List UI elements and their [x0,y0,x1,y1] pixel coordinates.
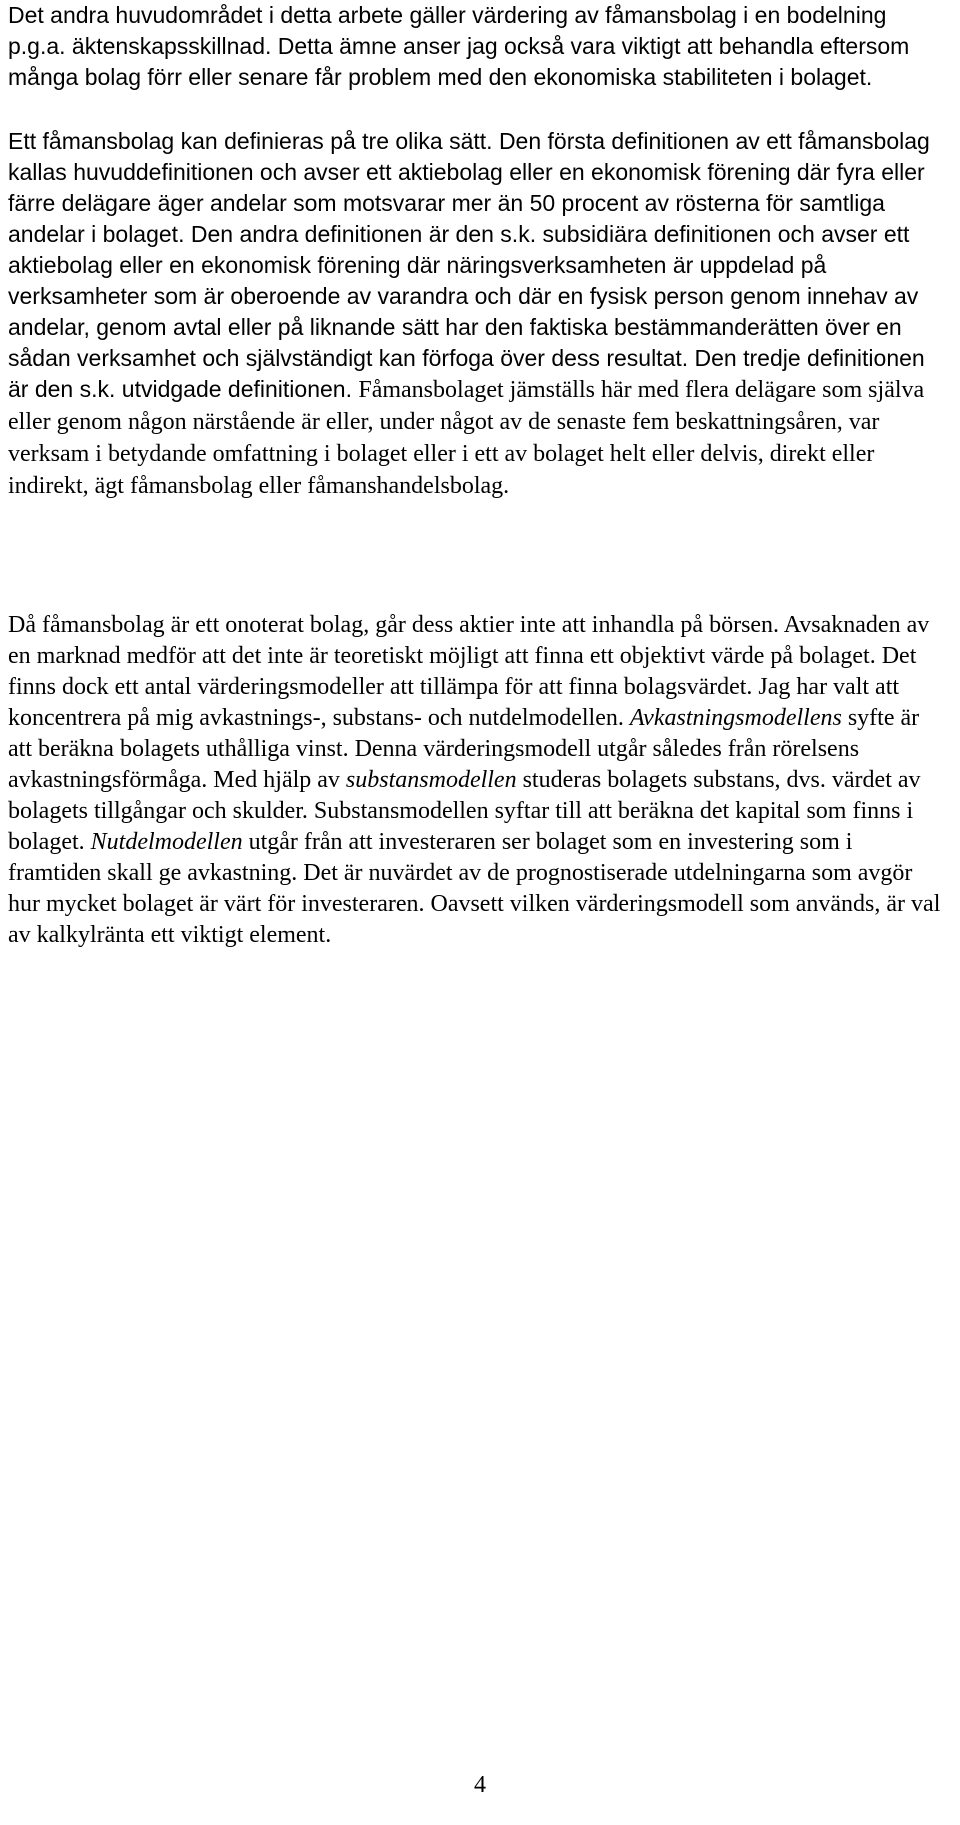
term-substansmodellen: substansmodellen [345,767,517,793]
extended-definition-text: Fåmansbolaget jämställs här med flera delägare som själva eller genom någon närstående är eller, under något av de senaste fem beskattningsåren, var verksam i betydande omfattning i bolaget eller i ett av bolaget helt eller delvis, direkt eller indirekt, ägt fåmansbolag eller fåmanshandelsbolag. [8,377,925,499]
valuation-text-2: syfte är att beräkna bolagets uthålliga vinst. Denna värderingsmodell utgår således från rörelsens avkastningsförmåga. Med hjälp av [8,705,920,793]
page-number: 4 [474,1772,486,1798]
paragraph-definitions [8,126,943,502]
paragraph-intro-text: Det andra huvudområdet i detta arbete gäller värdering av fåmansbolag i en bodelning p.g.a. äktenskapsskillnad. Detta ämne anser jag också vara viktigt att behandla eftersom många bolag förr eller senare får problem med den ekonomiska stabiliteten i bolaget. [8,2,910,90]
valuation-text-3: studeras bolagets substans, dvs. värdet av bolagets tillgångar och skulder. Substansmodellen syftar till att beräkna det kapital som finns i bolaget. [8,767,921,855]
definitions-text: Ett fåmansbolag kan definieras på tre olika sätt. Den första definitionen av ett fåmansbolag kallas huvuddefinitionen och avser ett aktiebolag eller en ekonomisk förening där fyra eller färre delägare äger andelar som motsvarar mer än 50 procent av rösterna för samtliga andelar i bolaget. Den andra definitionen är den s.k. subsidiära definitionen och avser ett aktiebolag eller en ekonomisk förening där näringsverksamheten är uppdelad på verksamheter som är oberoende av varandra och där en fysisk person genom innehav av andelar, genom avtal eller på liknande sätt har den faktiska bestämmanderätten över en sådan verksamhet och självständigt kan förfoga över dess resultat. Den tredje definitionen är den s.k. utvidgade definitionen. [8,128,930,402]
paragraph-intro [8,0,938,93]
term-avkastningsmodellens: Avkastningsmodellens [629,705,842,731]
paragraph-valuation-models [8,610,948,951]
valuation-intro-text: Då fåmansbolag är ett onoterat bolag, går dess aktier inte att inhandla på börsen. Avsaknaden av en marknad medför att det inte är teoretiskt möjligt att finna ett objektivt värde på bolaget. Det finns dock ett antal värderingsmodeller att tillämpa för att finna bolagsvärdet. Jag har valt att koncentrera på mig avkastnings-, substans- och nutdelmodellen. [8,612,930,731]
valuation-text-4: utgår från att investeraren ser bolaget som en investering som i framtiden skall ge avkastning. Det är nuvärdet av de prognostiserade utdelningarna som avgör hur mycket bolaget är värt för investeraren. Oavsett vilken värderingsmodell som används, är val av kalkylränta ett viktigt element. [8,829,941,948]
term-nutdelmodellen: Nutdelmodellen [90,829,243,855]
